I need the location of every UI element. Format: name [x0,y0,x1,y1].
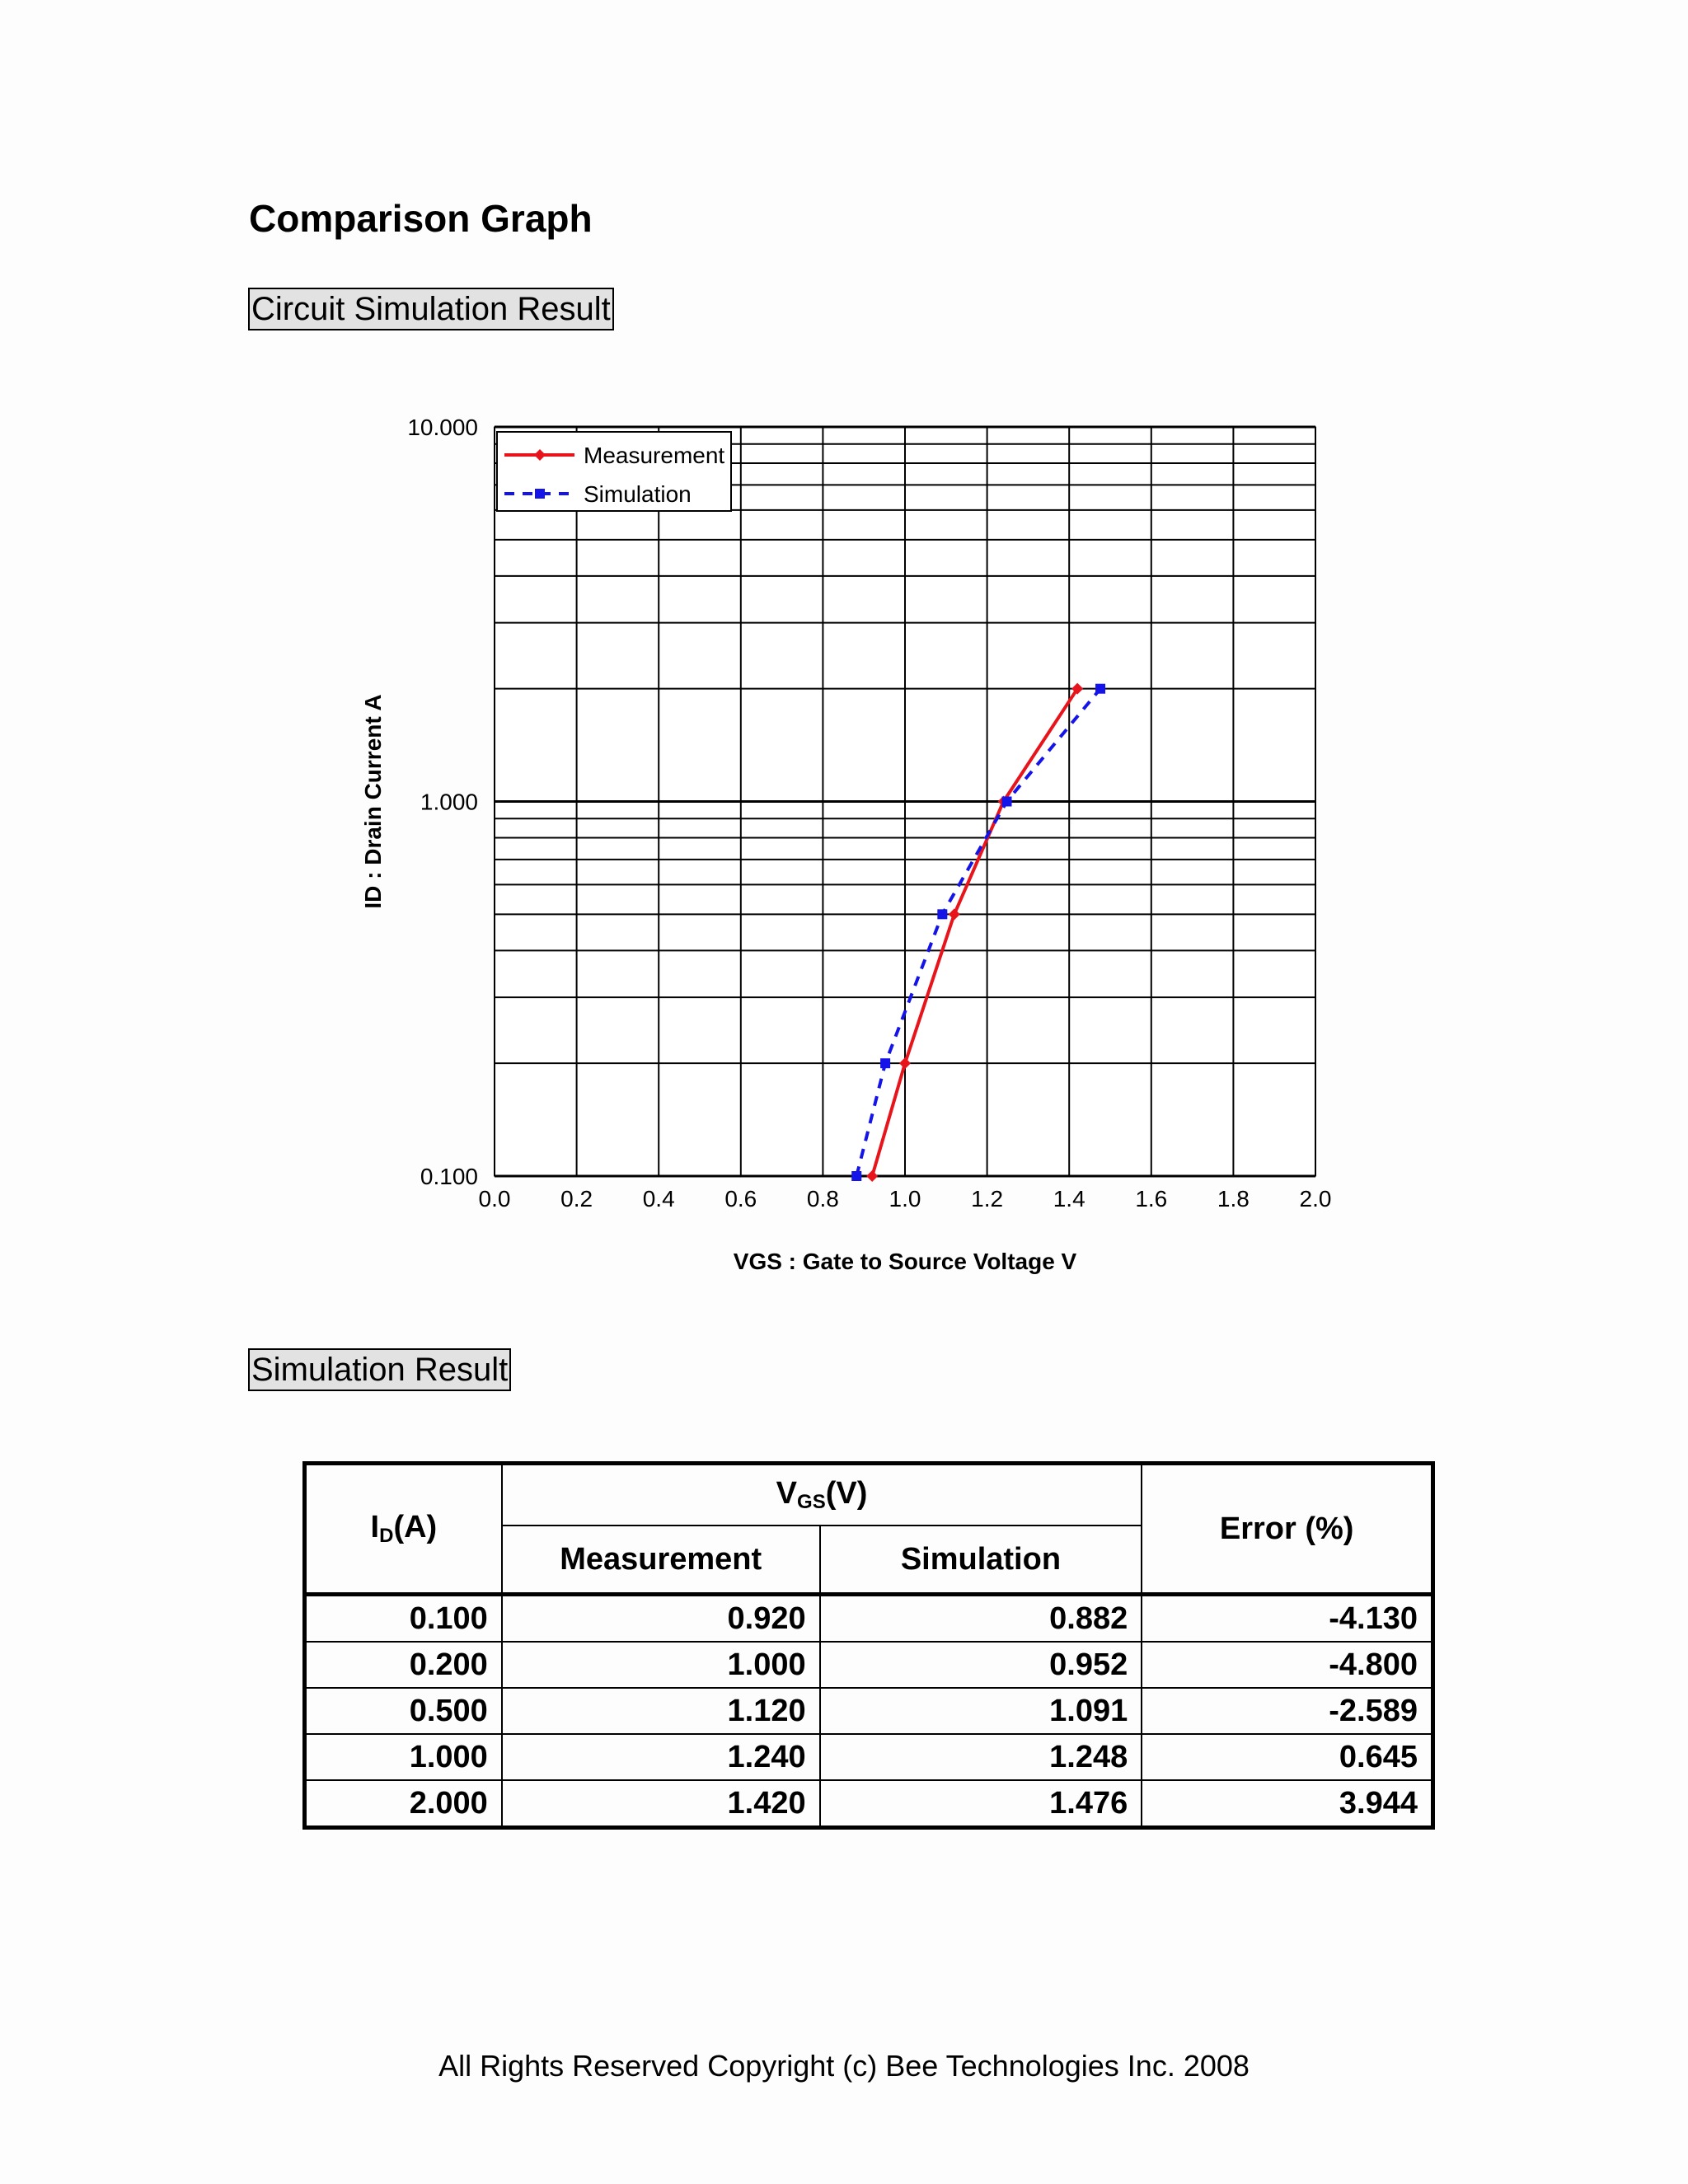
x-tick-label: 0.8 [806,1186,839,1212]
table-cell: 0.500 [305,1688,502,1734]
col-header-error: Error (%) [1142,1464,1432,1595]
data-point-simulation [937,909,947,919]
legend-marker-simulation [535,489,545,499]
results-table [302,1461,1435,1830]
legend-label-simulation: Simulation [584,481,692,507]
table-cell: 1.476 [820,1780,1142,1828]
x-tick-label: 1.0 [889,1186,921,1212]
x-axis-title: VGS : Gate to Source Voltage V [733,1249,1077,1274]
x-tick-label: 1.8 [1217,1186,1250,1212]
section-heading-simulation-result: Simulation Result [248,1348,511,1391]
x-tick-label: 2.0 [1299,1186,1332,1212]
data-point-simulation [1095,684,1105,694]
col-header-id: $I_D(A)$ [305,1464,502,1595]
table-cell: 1.091 [820,1688,1142,1734]
table-cell: 1.248 [820,1734,1142,1780]
table-cell: -2.589 [1142,1688,1432,1734]
table-cell: 0.200 [305,1642,502,1688]
table-cell: 0.920 [502,1595,820,1643]
table-cell: 0.645 [1142,1734,1432,1780]
col-header-measurement: Measurement [502,1526,820,1595]
y-tick-label: 10.000 [407,415,478,440]
data-point-simulation [1002,797,1012,807]
table-cell: 1.120 [502,1688,820,1734]
copyright-footer: All Rights Reserved Copyright (c) Bee Technologies Inc. 2008 [438,2049,1250,2083]
table-cell: 1.000 [502,1642,820,1688]
x-tick-label: 1.4 [1053,1186,1085,1212]
table-row [305,1734,1433,1780]
table-cell: -4.800 [1142,1642,1432,1688]
data-point-simulation [880,1058,890,1068]
table-row [305,1688,1433,1734]
section-heading-circuit-simulation: Circuit Simulation Result [248,288,614,330]
x-tick-label: 0.2 [560,1186,593,1212]
data-point-simulation [851,1171,861,1181]
table-row [305,1780,1433,1828]
y-tick-label: 0.100 [420,1164,478,1189]
x-tick-label: 0.0 [478,1186,511,1212]
y-axis-title: ID : Drain Current A [360,694,386,909]
table-cell: 0.100 [305,1595,502,1643]
table-row [305,1595,1433,1643]
table-cell: 1.000 [305,1734,502,1780]
table-cell: 0.952 [820,1642,1142,1688]
table-cell: 2.000 [305,1780,502,1828]
table-cell: 3.944 [1142,1780,1432,1828]
table-cell: 0.882 [820,1595,1142,1643]
x-tick-label: 0.4 [642,1186,675,1212]
table-row [305,1642,1433,1688]
page-title: Comparison Graph [249,197,593,240]
legend-label-measurement: Measurement [584,443,725,468]
x-tick-label: 1.6 [1135,1186,1168,1212]
y-tick-label: 1.000 [420,789,478,815]
table-cell: -4.130 [1142,1595,1432,1643]
x-tick-label: 0.6 [724,1186,757,1212]
col-header-simulation: Simulation [820,1526,1142,1595]
table-cell: 1.420 [502,1780,820,1828]
col-header-vgs: $V_{GS}(V)$ [502,1464,1142,1526]
x-tick-label: 1.2 [971,1186,1004,1212]
table-cell: 1.240 [502,1734,820,1780]
